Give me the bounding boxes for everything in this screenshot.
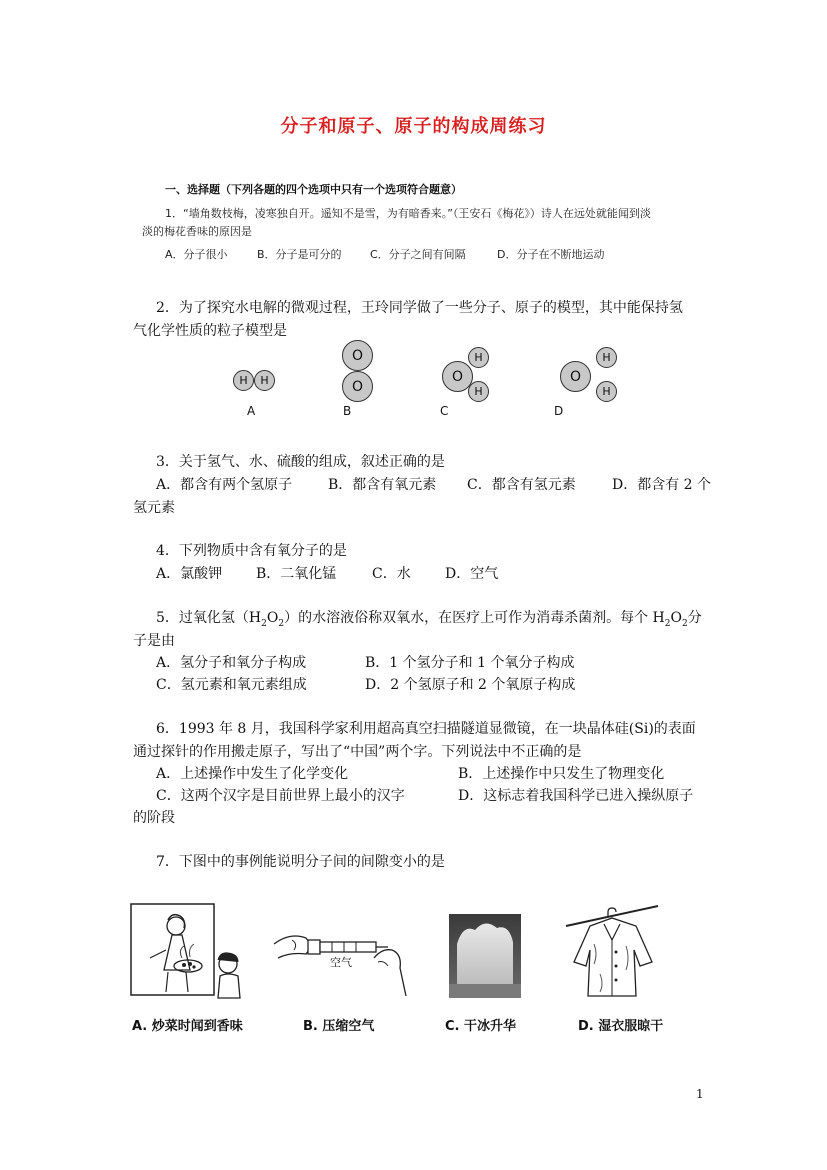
- q6-option-c: C．这两个汉字是目前世界上最小的汉字: [156, 788, 405, 804]
- q5-option-d: D．2 个氢原子和 2 个氧原子构成: [365, 677, 576, 693]
- q6-line2: 通过探针的作用搬走原子，写出了“中国”两个字。下列说法中不正确的是: [133, 744, 582, 760]
- q6-option-d: D．这标志着我国科学已进入操纵原子: [458, 788, 694, 804]
- cooking-illustration: [128, 902, 246, 1000]
- q6-option-a: A．上述操作中发生了化学变化: [156, 766, 349, 782]
- section-heading: 一、选择题（下列各题的四个选项中只有一个选项符合题意）: [165, 183, 462, 196]
- q2-line1: 2．为了探究水电解的微观过程，王玲同学做了一些分子、原子的模型，其中能保持氢: [156, 300, 683, 316]
- model-c-h-atom: H: [468, 347, 489, 368]
- q1-option-a: A．分子很小: [165, 248, 228, 261]
- page-title: 分子和原子、原子的构成周练习: [280, 116, 547, 137]
- picture-a-caption: A. 炒菜时闻到香味: [132, 1019, 243, 1034]
- q3-option-b: B．都含有氧元素: [328, 477, 437, 493]
- model-a-h-atom: H: [254, 370, 275, 391]
- q1-line2: 淡的梅花香味的原因是: [142, 225, 252, 238]
- model-b-o-atom: O: [342, 371, 373, 402]
- q5-option-c: C．氢元素和氧元素组成: [156, 677, 307, 693]
- q1-option-d: D．分子在不断地运动: [497, 248, 605, 261]
- q2-line2: 气化学性质的粒子模型是: [133, 323, 287, 339]
- q5-line1: 5．过氧化氢$(H_2O_2)$的水溶液俗称双氧水，在医疗上可作为消毒杀菌剂。每个 $H_2O_2$分: [156, 610, 702, 629]
- picture-b-caption: B. 压缩空气: [303, 1019, 375, 1034]
- q3-option-c: C．都含有氢元素: [467, 477, 576, 493]
- model-d-o-atom: O: [560, 361, 591, 392]
- model-a-h-atom: H: [233, 370, 254, 391]
- model-b-o-atom: O: [342, 340, 373, 371]
- model-b-label: B: [343, 404, 352, 418]
- air-label: 空气: [330, 956, 352, 969]
- model-a-label: A: [247, 404, 256, 418]
- picture-d-caption: D. 湿衣服晾干: [578, 1019, 664, 1034]
- q1-option-c: C．分子之间有间隔: [370, 248, 466, 261]
- q7-line1: 7．下图中的事例能说明分子间的间隙变小的是: [156, 854, 445, 870]
- q6-option-b: B．上述操作中只发生了物理变化: [458, 766, 665, 782]
- q5-option-a: A．氢分子和氧分子构成: [156, 655, 307, 671]
- model-c-h-atom: H: [468, 381, 489, 402]
- model-d-h-atom: H: [596, 347, 617, 368]
- model-d-h-atom: H: [596, 381, 617, 402]
- q3-option-a: A．都含有两个氢原子: [156, 477, 293, 493]
- wet-clothes-illustration: [564, 904, 660, 1000]
- q4-line1: 4．下列物质中含有氧分子的是: [156, 543, 347, 559]
- q3-option-d: D．都含有 2 个: [612, 477, 712, 493]
- q6-line5: 的阶段: [133, 810, 175, 826]
- q6-line1: 6．1993 年 8 月，我国科学家利用超高真空扫描隧道显微镜，在一块晶体硅(Si)的表面: [156, 721, 696, 737]
- q5-line2: 子是由: [133, 633, 175, 649]
- model-c-label: C: [440, 404, 449, 418]
- picture-c-caption: C. 干冰升华: [445, 1019, 517, 1034]
- q4-option-c: C．水: [372, 566, 411, 582]
- q4-option-a: A．氯酸钾: [156, 566, 223, 582]
- q5-option-b: B．1 个氢分子和 1 个氧分子构成: [365, 655, 575, 671]
- q1-line1: 1．“墙角数枝梅，凌寒独自开。遥知不是雪，为有暗香来。”（王安石《梅花》）诗人在远处就能闻到淡: [165, 207, 651, 220]
- q4-option-b: B．二氧化锰: [256, 566, 337, 582]
- page-number: 1: [696, 1087, 704, 1101]
- dry-ice-photo: [449, 914, 521, 998]
- q3-line1: 3．关于氢气、水、硫酸的组成，叙述正确的是: [156, 454, 445, 470]
- model-d-label: D: [554, 404, 564, 418]
- q1-option-b: B．分子是可分的: [257, 248, 342, 261]
- model-c-o-atom: O: [442, 361, 473, 392]
- q3-line3: 氢元素: [133, 500, 175, 516]
- q4-option-d: D．空气: [445, 566, 499, 582]
